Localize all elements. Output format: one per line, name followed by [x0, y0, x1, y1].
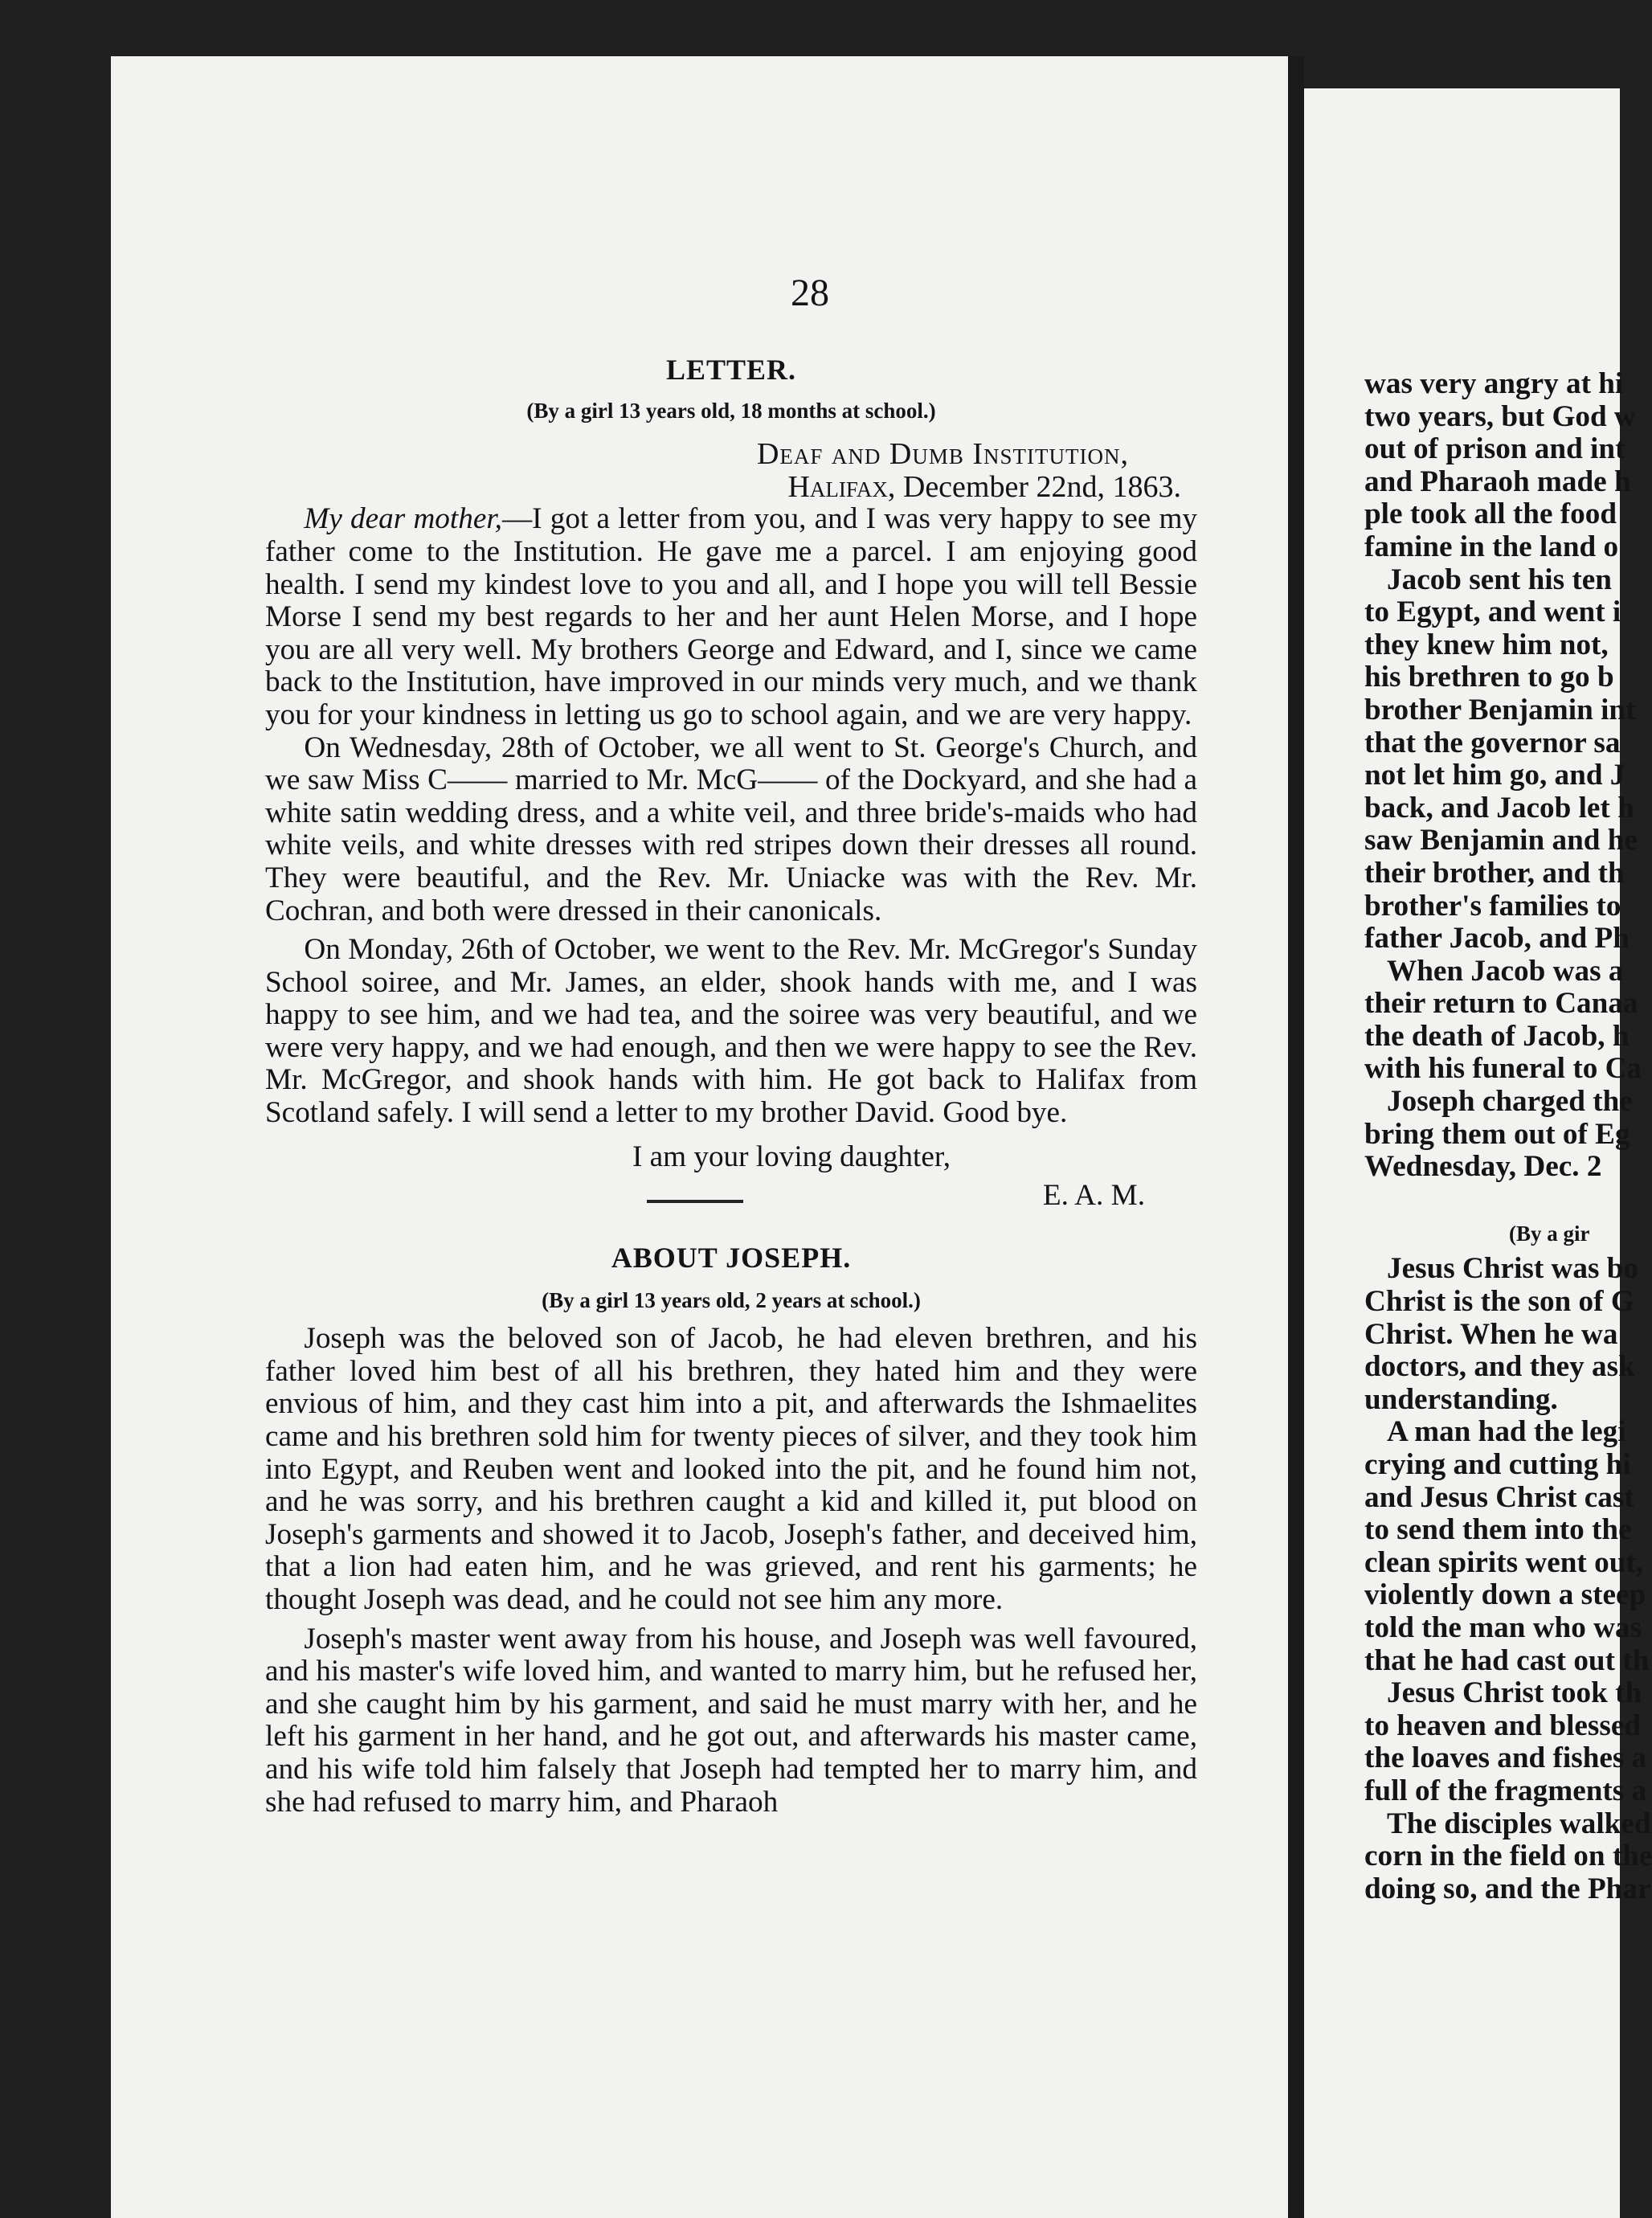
- right-column-line: corn in the field on the: [1364, 1839, 1652, 1873]
- right-column-line: Jacob sent his ten: [1387, 563, 1612, 596]
- letter-closing: I am your loving daughter,: [632, 1140, 951, 1173]
- right-column-line: Christ. When he wa: [1364, 1317, 1618, 1351]
- right-column-line: the death of Jacob, h: [1364, 1019, 1630, 1053]
- book-gutter: [1288, 56, 1304, 2218]
- letter-signature: E. A. M.: [1042, 1179, 1145, 1213]
- joseph-paragraph-2: Joseph's master went away from his house, and Joseph was well favoured, and his master's wife loved him, and wanted to marry him, but he refused her, and she caught him by his garment, and said he must marry with her, and he left his garment in her hand, and he got out, and afterwards his master came, and his wife told him falsely that Joseph had tempted her to marry him, and she had refused to marry him, and Pharaoh: [265, 1622, 1197, 1819]
- right-column-line: doing so, and the Phar: [1364, 1872, 1651, 1905]
- letter-salutation: My dear mother,: [304, 502, 502, 536]
- right-column-line: Jesus Christ took th: [1387, 1676, 1642, 1710]
- right-column-line: their brother, and th: [1364, 856, 1625, 890]
- right-column-line: saw Benjamin and he: [1364, 824, 1638, 857]
- right-column-line: to Egypt, and went i: [1364, 595, 1621, 629]
- section-divider: [647, 1200, 743, 1203]
- right-column-line: their return to Canaa: [1364, 987, 1638, 1021]
- joseph-section: [265, 1242, 1197, 1819]
- right-column-line: Christ is the son of G: [1364, 1285, 1634, 1319]
- letter-paragraph-2: On Wednesday, 28th of October, we all went to St. George's Church, and we saw Miss C—— married to Mr. McG—— of the Dockyard, and she had a white satin wedding dress, and a white veil, and three bride's-maids who had white veils, and white dresses with red stripes down their dresses all round. They were beautiful, and the Rev. Mr. Uniacke was with the Rev. Mr. Cochran, and both were dressed in their canonicals.: [265, 730, 1197, 927]
- right-column-line: The disciples walked: [1387, 1807, 1651, 1840]
- right-column-line: crying and cutting hi: [1364, 1448, 1631, 1481]
- joseph-title: ABOUT JOSEPH.: [611, 1242, 852, 1274]
- letter-paragraph-1: [265, 503, 1197, 731]
- right-column-line: told the man who was: [1364, 1610, 1642, 1644]
- right-column-line: his brethren to go b: [1364, 661, 1614, 694]
- right-column-line: and Pharaoh made h: [1364, 464, 1631, 498]
- right-column-lines-b: [1364, 1252, 1652, 1905]
- right-column-line: two years, but God w: [1364, 399, 1636, 433]
- right-column-line: famine in the land o: [1364, 530, 1619, 563]
- letter-section: [265, 354, 1197, 1213]
- right-column-line: understanding.: [1364, 1382, 1558, 1416]
- right-column-line: to send them into the: [1364, 1513, 1632, 1547]
- right-column-line: they knew him not,: [1364, 628, 1609, 661]
- right-column-line: clean spirits went out,: [1364, 1545, 1644, 1579]
- right-column-line: with his funeral to Ca: [1364, 1052, 1642, 1086]
- right-column-line: that the governor sa: [1364, 726, 1621, 759]
- letter-title: LETTER.: [665, 354, 797, 386]
- letter-byline: (By a girl 13 years old, 18 months at school.): [526, 398, 936, 423]
- joseph-byline: (By a girl 13 years old, 2 years at school.): [542, 1287, 921, 1312]
- page-number: 28: [791, 272, 829, 314]
- right-column-lines-a: [1364, 367, 1642, 1184]
- right-column-line: bring them out of Eg: [1364, 1117, 1630, 1151]
- right-column-line: and Jesus Christ cast: [1364, 1480, 1634, 1514]
- right-column-line: doctors, and they ask: [1364, 1350, 1635, 1384]
- right-column-line: that he had cast out th: [1364, 1643, 1650, 1677]
- letter-place: Halifax,: [787, 469, 896, 504]
- right-column-line: A man had the legi: [1387, 1415, 1626, 1449]
- right-column-line: violently down a steep: [1364, 1578, 1646, 1612]
- right-column-line: When Jacob was a: [1387, 954, 1624, 988]
- right-column-line: the loaves and fishes a: [1364, 1741, 1647, 1775]
- right-column: [1364, 367, 1652, 1905]
- letter-date: December 22nd, 1863.: [902, 469, 1181, 504]
- right-column-line: brother Benjamin int: [1364, 693, 1636, 726]
- right-column-line: out of prison and int: [1364, 432, 1625, 466]
- right-column-line: brother's families to: [1364, 889, 1621, 923]
- right-byline: (By a gir: [1509, 1221, 1590, 1246]
- letter-paragraph-1-text: —I got a letter from you, and I was very happy to see my father come to the Institution. He gave me a parcel. I am enjoying good health. I send my kindest love to you and all, and I hope you will tell Bessie Morse I send my best regards to her and her aunt Helen Morse, and I hope you are all very well. My brothers George and Edward, and I, since we came back to the Institution, have improved in our minds very much, and we thank you for your kindness in letting us go to school again, and we are very happy.: [265, 502, 1197, 731]
- right-column-line: not let him go, and J: [1364, 759, 1625, 792]
- right-column-line: to heaven and blessed: [1364, 1709, 1642, 1742]
- right-column-line: Jesus Christ was bo: [1387, 1252, 1639, 1286]
- right-column-line: Wednesday, Dec. 2: [1364, 1150, 1602, 1184]
- right-column-line: Joseph charged the: [1387, 1085, 1633, 1119]
- right-column-line: ple took all the food: [1364, 497, 1617, 531]
- letter-paragraph-3: On Monday, 26th of October, we went to the Rev. Mr. McGregor's Sunday School soiree, and Mr. James, an elder, shook hands with me, and I was happy to see him, and we had tea, and the soiree was very beautiful, and we were very happy, and we had enough, and then we were happy to see the Rev. Mr. McGregor, and shook hands with him. He got back to Halifax from Scotland safely. I will send a letter to my brother David. Good bye.: [265, 933, 1197, 1130]
- right-column-line: father Jacob, and Ph: [1364, 922, 1630, 956]
- right-column-line: was very angry at hi: [1364, 367, 1624, 400]
- right-column-line: back, and Jacob let h: [1364, 791, 1634, 825]
- letter-institution: Deaf and Dumb Institution,: [756, 437, 1129, 472]
- letter-place-date: [265, 471, 1197, 504]
- section-divider-wrap: [265, 1200, 1197, 1203]
- joseph-paragraph-1: Joseph was the beloved son of Jacob, he had eleven brethren, and his father loved him best of all his brethren, they hated him and they were envious of him, and they cast him into a pit, and afterwards the Ishmaelites came and his brethren sold him for twenty pieces of silver, and they took him into Egypt, and Reuben went and looked into the pit, and he found him not, and he was sorry, and his brethren caught a kid and killed it, put blood on Joseph's garments and showed it to Jacob, Joseph's father, and deceived him, that a lion had eaten him, and he was grieved, and rent his garments; he thought Joseph was dead, and he could not see him any more.: [265, 1322, 1197, 1616]
- right-column-line: full of the fragments a: [1364, 1774, 1647, 1807]
